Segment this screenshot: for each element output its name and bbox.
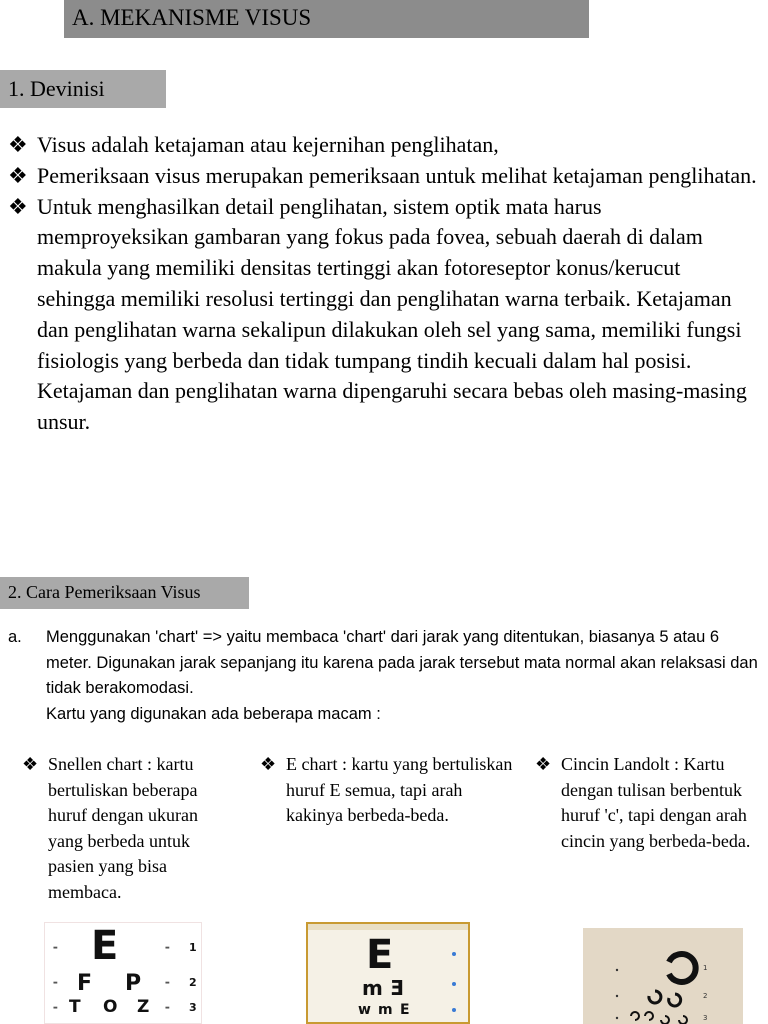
method-text-cards: Kartu yang digunakan ada beberapa macam : [46, 704, 381, 723]
chart-scale-mark: ▬ [165, 945, 170, 951]
tablet-status-bar [308, 924, 468, 930]
section-2-header [0, 577, 249, 609]
column-text: Cincin Landolt : Kartu dengan tulisan berbentuk huruf 'c', tapi dengan arah cincin yang berbeda-beda. [561, 754, 751, 851]
chart-dot [616, 995, 618, 997]
method-text: Menggunakan 'chart' => yaitu membaca 'chart' dari jarak yang ditentukan, biasanya 5 atau 6 meter. Digunakan jarak sepanjang itu karena pada jarak tersebut mata normal akan relaksasi dan tidak berakomodasi. [46, 628, 758, 697]
slide-header [64, 0, 589, 38]
snellen-description [22, 752, 234, 905]
e-chart-description [260, 752, 515, 829]
chart-scale-mark: ▬ [53, 1005, 58, 1011]
column-text: E chart : kartu yang bertuliskan huruf E semua, tapi arah kakinya berbeda-beda. [286, 754, 513, 825]
bullet-text: Untuk menghasilkan detail penglihatan, sistem optik mata harus memproyeksikan gambaran yang fokus pada fovea, sebuah daerah di dalam makula yang memiliki densitas tertinggi akan fotoreseptor konus/kerucut sehingga memiliki resolusi tertinggi dan penglihatan warna terbaik. Ketajaman dan penglihatan warna sekalipun dilakukan oleh sel yang sama, memiliki fungsi fisiologis yang berbeda dan tidak tumpang tindih kecuali dalam hal posisi. Ketajaman dan penglihatan warna dipengaruhi secara bebas oleh masing-masing unsur. [37, 193, 747, 435]
snellen-letter: F [77, 971, 93, 996]
method-item-a [8, 625, 768, 727]
landolt-ring [669, 994, 681, 1006]
list-marker: a. [8, 628, 22, 646]
bullet-text: Visus adalah ketajaman atau kejernihan penglihatan, [37, 132, 499, 157]
section-1-header [0, 70, 166, 108]
landolt-ring [679, 1016, 687, 1024]
snellen-letter: E [91, 923, 119, 969]
landolt-c-chart-image [583, 928, 743, 1024]
chart-scale-mark: ▬ [53, 945, 58, 951]
line-number: 2 [189, 976, 197, 989]
line-number: 3 [189, 1001, 197, 1014]
chart-scale-mark: ▬ [165, 1005, 170, 1011]
chart-dot [616, 969, 618, 971]
line-number: 3 [703, 1014, 708, 1022]
line-number: 1 [703, 964, 708, 972]
landolt-ring [669, 954, 696, 982]
snellen-letter: O [103, 997, 118, 1017]
e-chart-letter: m [362, 976, 383, 1000]
snellen-letter: T [69, 997, 81, 1017]
chart-dot [616, 1017, 618, 1019]
e-chart-letter: Ǝ [390, 976, 404, 1000]
dot-icon [452, 982, 456, 986]
landolt-ring [661, 1016, 669, 1024]
section-1-title: 1. Devinisi [8, 76, 105, 101]
diamond-bullet-icon: ❖ [260, 754, 277, 774]
diamond-bullet-icon: ❖ [8, 132, 28, 157]
landolt-ring [645, 1012, 653, 1020]
dot-icon [452, 1008, 456, 1012]
bullet-text: Pemeriksaan visus merupakan pemeriksaan untuk melihat ketajaman penglihatan. [37, 162, 757, 188]
landolt-description [535, 752, 760, 854]
slide-title: A. MEKANISME VISUS [72, 5, 312, 30]
dot-icon [452, 952, 456, 956]
bullet-item [8, 130, 758, 161]
snellen-chart-image [44, 922, 202, 1024]
e-chart-image [306, 922, 470, 1024]
line-number: 1 [189, 941, 197, 954]
e-chart-letter: m [378, 1002, 393, 1018]
chart-scale-mark: ▬ [53, 980, 58, 986]
bullet-item [8, 161, 758, 192]
diamond-bullet-icon: ❖ [8, 162, 28, 188]
diamond-bullet-icon: ❖ [535, 754, 552, 774]
diamond-bullet-icon: ❖ [22, 754, 39, 774]
chart-scale-mark: ▬ [165, 980, 170, 986]
landolt-ring [631, 1012, 639, 1020]
diamond-bullet-icon: ❖ [8, 193, 28, 219]
bullet-item [8, 192, 758, 438]
snellen-letter: Z [137, 997, 150, 1017]
section-2-title: 2. Cara Pemeriksaan Visus [8, 582, 201, 602]
column-text: Snellen chart : kartu bertuliskan beberapa huruf dengan ukuran yang berbeda untuk pasien yang bisa membaca. [48, 754, 198, 902]
definition-bullet-list [8, 130, 758, 438]
snellen-letter: P [125, 971, 142, 996]
e-chart-letter: w [358, 1002, 371, 1018]
e-chart-letter: E [400, 1002, 410, 1018]
landolt-rings-svg [583, 928, 743, 1024]
landolt-ring [649, 991, 661, 1003]
line-number: 2 [703, 992, 708, 1000]
e-chart-letter: E [366, 932, 394, 978]
